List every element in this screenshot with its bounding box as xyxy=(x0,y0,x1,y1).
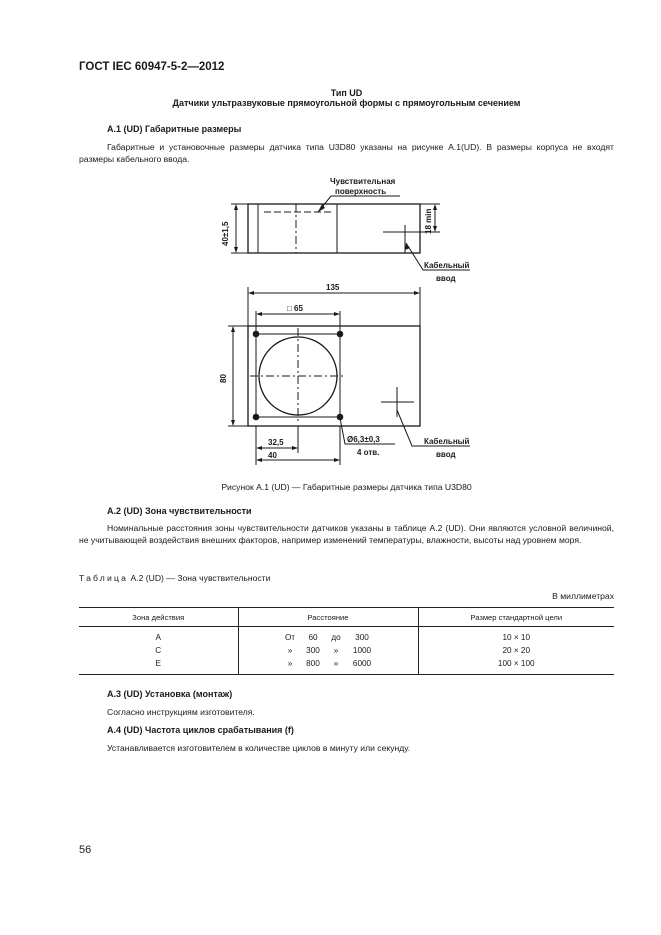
hole-bottom-left xyxy=(253,414,260,421)
section-a2-text xyxy=(79,522,614,546)
table-row xyxy=(79,627,614,645)
range-prefix: » xyxy=(287,646,293,655)
range-sep: » xyxy=(333,659,339,668)
hole-bottom-right xyxy=(337,414,344,421)
dim-height-label: 40±1,5 xyxy=(221,221,230,246)
label-sensing-1: Чувствительная xyxy=(330,177,396,186)
cell-target: 10 × 10 xyxy=(418,627,614,645)
range-from: 800 xyxy=(306,659,320,668)
header-distance: Расстояние xyxy=(238,608,418,627)
table-header-row xyxy=(79,608,614,627)
label-cable-2b: ввод xyxy=(436,450,456,459)
range-prefix: От xyxy=(284,633,296,642)
dim-hole-label: Ø6,3±0,3 xyxy=(347,435,380,444)
dim-135-label: 135 xyxy=(326,283,340,292)
label-cable-1a: Кабельный xyxy=(424,261,470,270)
figure-caption: Рисунок А.1 (UD) — Габаритные размеры датчика типа U3D80 xyxy=(221,482,472,492)
range-from: 300 xyxy=(306,646,320,655)
arrowheads xyxy=(231,204,437,462)
cell-distance xyxy=(238,627,418,645)
label-sensing-2: поверхность xyxy=(335,187,387,196)
section-a2-title: А.2 (UD) Зона чувствительности xyxy=(107,506,252,516)
header-zone: Зона действия xyxy=(79,608,238,627)
range-prefix: » xyxy=(287,659,293,668)
table-caption xyxy=(79,573,270,583)
hole-top-left xyxy=(253,331,260,338)
header-target: Размер стандартной цели xyxy=(418,608,614,627)
range-to: 1000 xyxy=(352,646,372,655)
table-units: В миллиметрах xyxy=(552,591,614,601)
cell-zone: E xyxy=(79,657,238,675)
dim-325-label: 32,5 xyxy=(268,438,284,447)
cell-zone: A xyxy=(155,633,161,642)
label-cable-2a: ввод xyxy=(436,274,456,283)
table-caption-prefix: Таблица xyxy=(79,573,129,583)
sensing-zone-table xyxy=(79,607,614,675)
cell-target: 20 × 20 xyxy=(418,644,614,657)
range-sep: » xyxy=(333,646,339,655)
cell-target: 100 × 100 xyxy=(418,657,614,675)
label-cable-1b: Кабельный xyxy=(424,437,470,446)
section-a2-text-content: Номинальные расстояния зоны чувствительности датчиков указаны в таблице А.2 (UD). Они являются условной величиной, не учитывающей воздействия внешних факторов, например изменений температуры, влажности, высоты над уровнем моря. xyxy=(79,523,614,545)
dim-65-label: □ 65 xyxy=(287,304,303,313)
range-sep: до xyxy=(331,633,341,642)
table-caption-rest: А.2 (UD) — Зона чувствительности xyxy=(130,573,271,583)
table-row xyxy=(79,644,614,657)
table-row xyxy=(79,657,614,675)
dim-80-label: 80 xyxy=(219,374,228,383)
cell-distance xyxy=(238,644,418,657)
page-number: 56 xyxy=(79,844,92,856)
hole-top-right xyxy=(337,331,344,338)
side-view-body xyxy=(248,204,420,253)
type-subtitle: Датчики ультразвуковые прямоугольной формы с прямоугольным сечением xyxy=(172,98,521,108)
dim-holes-count: 4 отв. xyxy=(357,448,380,457)
document-header: ГОСТ IEC 60947-5-2—2012 xyxy=(79,61,225,73)
section-a1-text-content: Габаритные и установочные размеры датчика типа U3D80 указаны на рисунке А.1(UD). В размеры корпуса не входят размеры кабельного ввода. xyxy=(79,142,614,164)
type-heading: Тип UD xyxy=(330,88,363,98)
cell-distance xyxy=(238,657,418,675)
section-a3-text: Согласно инструкциям изготовителя. xyxy=(107,707,255,717)
section-a4-text: Устанавливается изготовителем в количестве циклов в минуту или секунду. xyxy=(107,743,411,753)
cell-zone: C xyxy=(155,646,162,655)
dim-18-label: 18 min xyxy=(424,208,433,234)
section-a1-title: А.1 (UD) Габаритные размеры xyxy=(107,124,242,134)
range-from: 60 xyxy=(308,633,318,642)
range-to: 300 xyxy=(355,633,369,642)
section-a4-title: А.4 (UD) Частота циклов срабатывания (f) xyxy=(107,725,294,735)
dim-40-label: 40 xyxy=(268,451,277,460)
section-a3-title: А.3 (UD) Установка (монтаж) xyxy=(107,689,233,699)
range-to: 6000 xyxy=(352,659,372,668)
